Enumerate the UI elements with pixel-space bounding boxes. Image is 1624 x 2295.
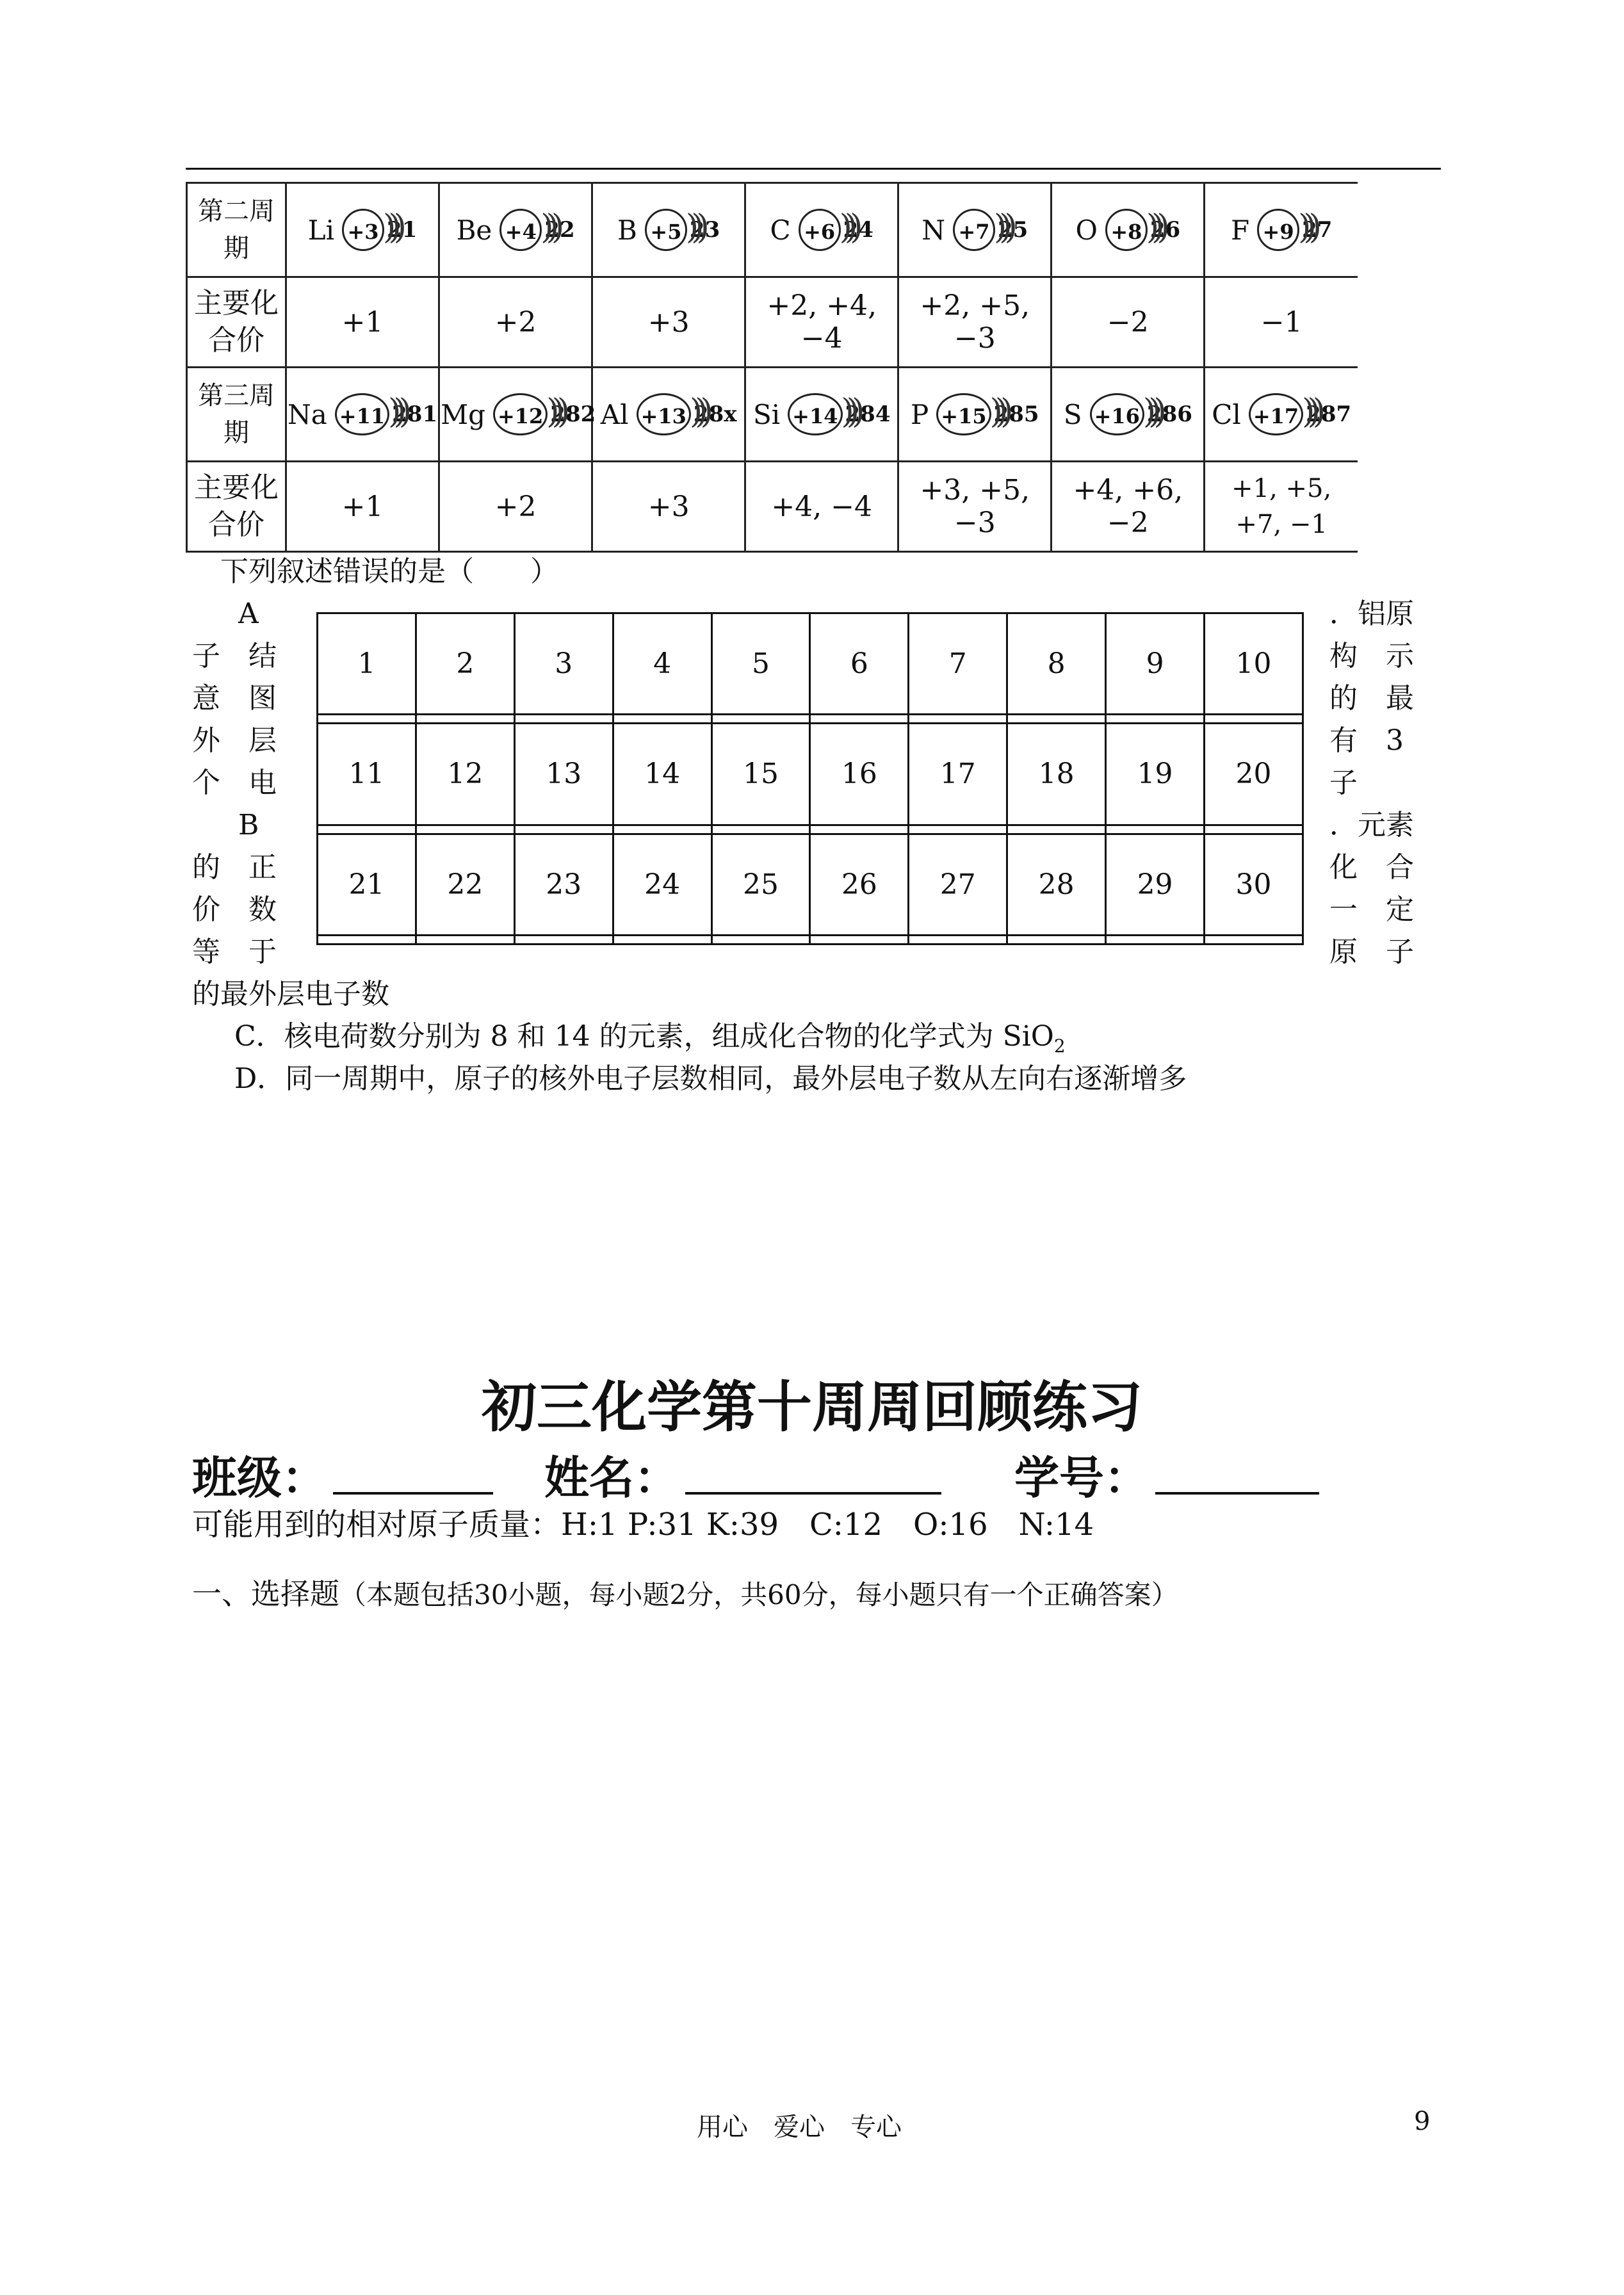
grid-number: 5 (711, 613, 810, 715)
option-a-left: A 子 结 意 图 外 层 个 电 (192, 597, 277, 799)
grid-number: 2 (416, 613, 514, 715)
class-label: 班级： (192, 1452, 327, 1504)
answer-cell[interactable] (909, 715, 1007, 724)
valence-label: 主要化合价 (187, 462, 286, 552)
question-stem: 下列叙述错误的是（ ） (220, 555, 558, 588)
option-b-left: B 的 正 价 数 等 于 (192, 809, 277, 968)
element-cell: F +9 27 ))) (1205, 183, 1358, 277)
answer-cell[interactable] (1205, 715, 1303, 724)
element-cell: S +16 286 ))) (1052, 368, 1205, 462)
answer-cell[interactable] (711, 715, 810, 724)
period2-row (187, 183, 1358, 277)
answer-cell[interactable] (1205, 825, 1303, 834)
grid-number: 25 (711, 834, 810, 935)
answer-cell[interactable] (1205, 935, 1303, 944)
element-cell: Be +4 22 ))) (439, 183, 592, 277)
grid-number: 8 (1007, 613, 1106, 715)
answer-cell[interactable] (514, 715, 613, 724)
valence-cell: +2, +4, −4 (745, 277, 898, 368)
answer-cell[interactable] (416, 715, 514, 724)
answer-cell[interactable] (909, 825, 1007, 834)
element-cell: B +5 23 ))) (592, 183, 745, 277)
answer-cell[interactable] (416, 935, 514, 944)
answer-cell[interactable] (613, 715, 711, 724)
grid-number: 30 (1205, 834, 1303, 935)
answer-cell[interactable] (1106, 935, 1205, 944)
answer-cell[interactable] (514, 935, 613, 944)
period3-label: 第三周期 (187, 368, 286, 462)
grid-number: 7 (909, 613, 1007, 715)
element-cell: Al +13 28x ))) (592, 368, 745, 462)
grid-number: 28 (1007, 834, 1106, 935)
element-cell: N +7 25 ))) (898, 183, 1052, 277)
grid-answer-row (318, 715, 1303, 724)
option-a-right: ．铝原 构 示 的 最 有 3 子 (1329, 597, 1414, 799)
valence-cell: +2 (439, 277, 592, 368)
element-cell: C +6 24 ))) (745, 183, 898, 277)
valence-cell: +3 (592, 462, 745, 552)
option-c: C．核电荷数分别为 8 和 14 的元素，组成化合物的化学式为 SiO$_2$ (234, 1020, 1066, 1057)
answer-cell[interactable] (810, 715, 909, 724)
grid-number: 24 (613, 834, 711, 935)
valence-cell: +1 (286, 277, 439, 368)
periodic-table (186, 182, 1358, 553)
class-field[interactable] (333, 1492, 493, 1495)
answer-cell[interactable] (810, 825, 909, 834)
atomic-masses: 可能用到的相对原子质量：H:1 P:31 K:39 C:12 O:16 N:14 (192, 1507, 1094, 1543)
valence-cell: +3, +5, −3 (898, 462, 1052, 552)
element-cell: Mg +12 282 ))) (439, 368, 592, 462)
grid-number: 15 (711, 724, 810, 825)
footer-motto: 用心 爱心 专心 (697, 2113, 902, 2142)
element-cell: P +15 285 ))) (898, 368, 1052, 462)
answer-cell[interactable] (1007, 825, 1106, 834)
grid-number: 22 (416, 834, 514, 935)
answer-cell[interactable] (1106, 825, 1205, 834)
grid-number: 10 (1205, 613, 1303, 715)
grid-number: 4 (613, 613, 711, 715)
answer-cell[interactable] (711, 935, 810, 944)
grid-number-row (318, 613, 1303, 715)
valence-cell: −2 (1052, 277, 1205, 368)
grid-number: 14 (613, 724, 711, 825)
page-number: 9 (1414, 2107, 1431, 2136)
grid-number-row (318, 724, 1303, 825)
answer-cell[interactable] (514, 825, 613, 834)
name-label: 姓名： (544, 1452, 679, 1504)
valence-cell: +4, +6, −2 (1052, 462, 1205, 552)
period3-valence-row (187, 462, 1358, 552)
section-heading: 一、选择题（本题包括30小题，每小题2分，共60分，每小题只有一个正确答案） (192, 1577, 1178, 1611)
period2-valence-row (187, 277, 1358, 368)
grid-number: 13 (514, 724, 613, 825)
page-title: 初三化学第十周周回顾练习 (482, 1375, 1142, 1439)
grid-number: 18 (1007, 724, 1106, 825)
grid-number-row (318, 834, 1303, 935)
answer-cell[interactable] (613, 935, 711, 944)
option-b-right: ．元素 化 合 一 定 原 子 (1329, 809, 1414, 968)
period2-label: 第二周期 (187, 183, 286, 277)
answer-cell[interactable] (318, 935, 416, 944)
element-cell: Na +11 281 ))) (286, 368, 439, 462)
grid-number: 27 (909, 834, 1007, 935)
grid-number: 6 (810, 613, 909, 715)
grid-number: 21 (318, 834, 416, 935)
grid-number: 16 (810, 724, 909, 825)
answer-cell[interactable] (318, 715, 416, 724)
answer-cell[interactable] (909, 935, 1007, 944)
grid-number: 9 (1106, 613, 1205, 715)
grid-number: 12 (416, 724, 514, 825)
answer-grid (316, 612, 1304, 945)
name-field[interactable] (685, 1492, 941, 1495)
option-d: D．同一周期中，原子的核外电子层数相同，最外层电子数从左向右逐渐增多 (234, 1062, 1187, 1095)
answer-cell[interactable] (1007, 715, 1106, 724)
valence-cell: −1 (1205, 277, 1358, 368)
grid-number: 19 (1106, 724, 1205, 825)
answer-cell[interactable] (810, 935, 909, 944)
id-field[interactable] (1155, 1492, 1319, 1495)
valence-cell: +1 (286, 462, 439, 552)
grid-number: 11 (318, 724, 416, 825)
grid-number: 29 (1106, 834, 1205, 935)
id-label: 学号： (1014, 1452, 1149, 1504)
answer-cell[interactable] (416, 825, 514, 834)
element-cell: Si +14 284 ))) (745, 368, 898, 462)
grid-number: 20 (1205, 724, 1303, 825)
valence-cell: +2 (439, 462, 592, 552)
option-b-tail: 的最外层电子数 (192, 978, 389, 1010)
element-cell: Li +3 21 ))) (286, 183, 439, 277)
answer-cell[interactable] (318, 825, 416, 834)
valence-cell: +4, −4 (745, 462, 898, 552)
valence-cell: +2, +5, −3 (898, 277, 1052, 368)
header-rule (186, 168, 1441, 170)
valence-label: 主要化合价 (187, 277, 286, 368)
element-cell: O +8 26 ))) (1052, 183, 1205, 277)
valence-cell: +1, +5, +7, −1 (1205, 462, 1358, 552)
element-cell: Cl +17 287 ))) (1205, 368, 1358, 462)
period3-row (187, 368, 1358, 462)
grid-number: 1 (318, 613, 416, 715)
answer-cell[interactable] (711, 825, 810, 834)
answer-cell[interactable] (1007, 935, 1106, 944)
valence-cell: +3 (592, 277, 745, 368)
grid-number: 26 (810, 834, 909, 935)
grid-number: 23 (514, 834, 613, 935)
answer-cell[interactable] (613, 825, 711, 834)
grid-number: 17 (909, 724, 1007, 825)
answer-cell[interactable] (1106, 715, 1205, 724)
grid-answer-row (318, 935, 1303, 944)
grid-answer-row (318, 825, 1303, 834)
grid-number: 3 (514, 613, 613, 715)
